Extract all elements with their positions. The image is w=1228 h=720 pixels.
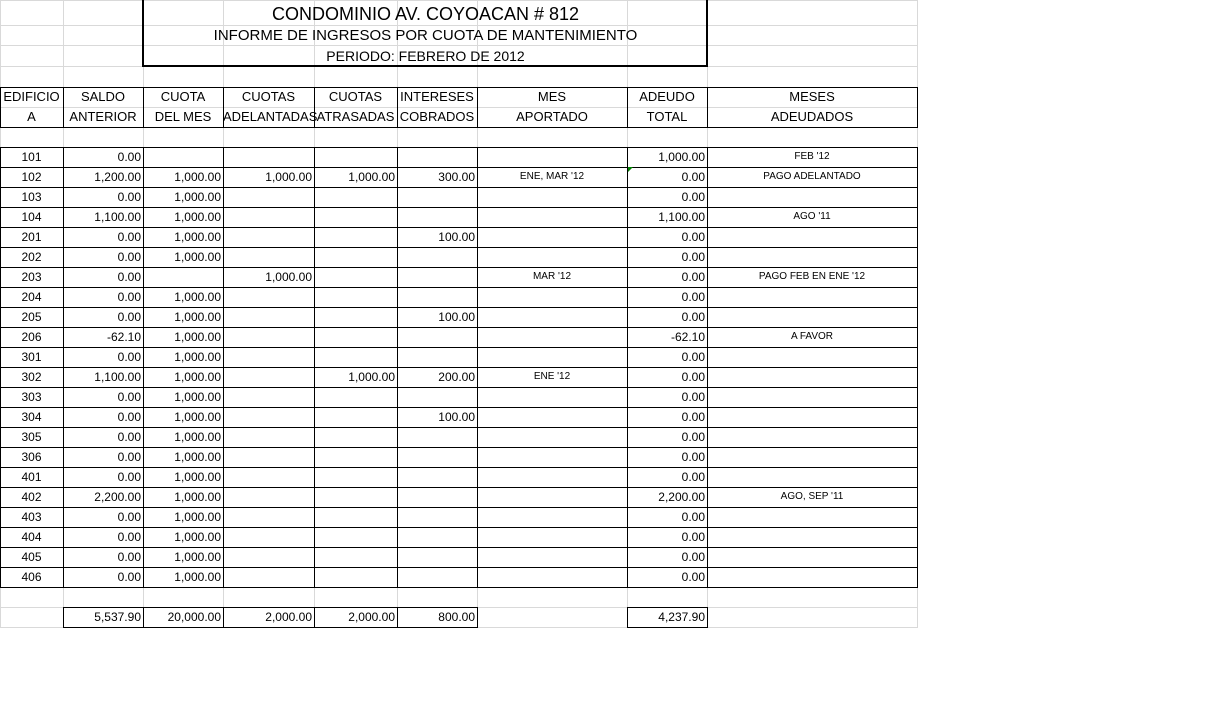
table-cell [707, 447, 917, 467]
table-cell [314, 207, 397, 227]
table-cell [223, 307, 314, 327]
table-cell: 1,100.00 [658, 210, 705, 224]
column-header: ADEUDO [639, 89, 695, 104]
table-cell [477, 187, 627, 207]
column-header: EDIFICIO [3, 89, 60, 104]
table-cell [707, 527, 917, 547]
table-cell: 302 [21, 370, 42, 384]
table-cell [477, 207, 627, 227]
table-cell [314, 147, 397, 167]
table-cell: 1,000.00 [265, 170, 312, 184]
total-cell [477, 607, 627, 627]
column-header: MES [537, 89, 567, 104]
table-cell [223, 247, 314, 267]
table-cell [477, 247, 627, 267]
table-cell: 100.00 [438, 230, 475, 244]
table-cell [223, 367, 314, 387]
table-cell [223, 347, 314, 367]
table-cell: 202 [21, 250, 42, 264]
table-cell: 0.00 [117, 430, 141, 444]
table-cell: 0.00 [681, 510, 705, 524]
table-cell: PAGO FEB EN ENE '12 [758, 271, 866, 282]
table-cell: 0.00 [117, 450, 141, 464]
table-cell [397, 387, 477, 407]
table-cell: 0.00 [117, 250, 141, 264]
table-cell [314, 447, 397, 467]
table-cell [707, 467, 917, 487]
table-cell: 1,000.00 [174, 470, 221, 484]
table-cell [707, 187, 917, 207]
table-cell: 102 [21, 170, 42, 184]
table-cell: MAR '12 [532, 271, 572, 282]
table-cell [314, 227, 397, 247]
table-cell [314, 267, 397, 287]
table-cell [314, 307, 397, 327]
table-cell [707, 367, 917, 387]
table-cell: 0.00 [681, 290, 705, 304]
table-cell: 200.00 [438, 370, 475, 384]
table-cell [314, 467, 397, 487]
table-cell [477, 487, 627, 507]
total-cell: 2,000.00 [265, 610, 312, 624]
table-cell: 406 [21, 570, 42, 584]
table-cell: 204 [21, 290, 42, 304]
table-cell [397, 467, 477, 487]
column-header: SALDO [80, 89, 126, 104]
table-cell [397, 527, 477, 547]
table-cell: 304 [21, 410, 42, 424]
table-cell [314, 507, 397, 527]
table-cell [223, 147, 314, 167]
table-cell: -62.10 [106, 330, 141, 344]
table-cell: 2,200.00 [658, 490, 705, 504]
table-cell [314, 527, 397, 547]
table-cell [477, 467, 627, 487]
cell-comment-marker [628, 167, 633, 172]
table-cell: 104 [21, 210, 42, 224]
table-cell [477, 307, 627, 327]
table-cell: 301 [21, 350, 42, 364]
table-cell: 2,200.00 [94, 490, 141, 504]
table-cell [223, 487, 314, 507]
table-cell: 1,000.00 [174, 310, 221, 324]
table-cell [477, 567, 627, 587]
table-cell: 0.00 [681, 450, 705, 464]
table-cell [314, 187, 397, 207]
table-cell [477, 507, 627, 527]
table-cell: 203 [21, 270, 42, 284]
table-cell: 0.00 [117, 530, 141, 544]
table-cell [314, 547, 397, 567]
table-cell: ENE, MAR '12 [519, 171, 585, 182]
table-cell [223, 187, 314, 207]
table-cell [707, 387, 917, 407]
table-cell [397, 247, 477, 267]
table-cell [143, 147, 223, 167]
table-cell [397, 447, 477, 467]
table-cell: 1,000.00 [174, 510, 221, 524]
table-cell [397, 547, 477, 567]
table-cell: 1,000.00 [174, 350, 221, 364]
report-period: PERIODO: FEBRERO DE 2012 [326, 48, 525, 64]
table-cell [707, 547, 917, 567]
table-cell [314, 487, 397, 507]
table-cell: 0.00 [117, 470, 141, 484]
table-cell [223, 567, 314, 587]
column-header: ADELANTADAS [223, 109, 318, 124]
table-cell [397, 567, 477, 587]
table-cell [477, 147, 627, 167]
table-cell [397, 507, 477, 527]
table-cell [223, 427, 314, 447]
table-cell: 401 [21, 470, 42, 484]
table-cell: 100.00 [438, 310, 475, 324]
table-cell [397, 427, 477, 447]
table-cell [477, 387, 627, 407]
column-header: CUOTA [160, 89, 206, 104]
table-cell [223, 327, 314, 347]
table-cell: 1,000.00 [174, 210, 221, 224]
table-cell [314, 387, 397, 407]
table-cell: 1,100.00 [94, 370, 141, 384]
table-cell [477, 427, 627, 447]
table-cell [397, 267, 477, 287]
table-cell [314, 567, 397, 587]
table-cell: FEB '12 [794, 151, 830, 162]
table-cell [223, 547, 314, 567]
table-cell: 405 [21, 550, 42, 564]
table-cell: 0.00 [117, 270, 141, 284]
table-cell: 1,000.00 [174, 570, 221, 584]
total-cell [707, 607, 917, 627]
table-cell [477, 527, 627, 547]
table-cell [477, 407, 627, 427]
table-cell: 0.00 [681, 370, 705, 384]
table-cell: 1,000.00 [174, 190, 221, 204]
table-cell [477, 287, 627, 307]
table-cell [397, 187, 477, 207]
table-cell [477, 327, 627, 347]
column-header: ATRASADAS [316, 109, 395, 124]
table-cell: 0.00 [117, 350, 141, 364]
table-cell: 0.00 [681, 310, 705, 324]
table-cell: 0.00 [681, 470, 705, 484]
table-cell: 0.00 [681, 530, 705, 544]
table-cell [314, 427, 397, 447]
column-header: ANTERIOR [69, 109, 137, 124]
table-cell [707, 247, 917, 267]
table-cell [707, 307, 917, 327]
table-cell: 103 [21, 190, 42, 204]
table-cell: 0.00 [117, 310, 141, 324]
table-cell: 1,000.00 [658, 150, 705, 164]
table-cell: 0.00 [681, 570, 705, 584]
table-cell: 0.00 [681, 190, 705, 204]
table-cell [707, 347, 917, 367]
table-cell [314, 347, 397, 367]
table-cell: 403 [21, 510, 42, 524]
table-cell: 306 [21, 450, 42, 464]
table-cell [223, 207, 314, 227]
table-cell: 1,000.00 [174, 370, 221, 384]
table-cell: 206 [21, 330, 42, 344]
table-cell: PAGO ADELANTADO [763, 171, 861, 182]
table-cell [707, 287, 917, 307]
column-header: ADEUDADOS [770, 109, 854, 124]
table-cell: 402 [21, 490, 42, 504]
table-cell: AGO '11 [793, 211, 831, 222]
table-cell: 1,000.00 [174, 230, 221, 244]
table-cell: 305 [21, 430, 42, 444]
table-cell: 1,000.00 [174, 530, 221, 544]
table-cell: 0.00 [117, 410, 141, 424]
table-cell: 1,000.00 [174, 390, 221, 404]
table-cell [223, 467, 314, 487]
table-cell [314, 287, 397, 307]
table-cell: 1,000.00 [174, 450, 221, 464]
table-cell [707, 227, 917, 247]
table-cell: 1,000.00 [174, 410, 221, 424]
table-cell [477, 227, 627, 247]
table-cell: 0.00 [117, 230, 141, 244]
column-header: DEL MES [154, 109, 212, 124]
table-cell: 0.00 [681, 230, 705, 244]
table-cell [223, 407, 314, 427]
table-cell [397, 347, 477, 367]
total-cell [0, 607, 63, 627]
table-cell: 0.00 [681, 350, 705, 364]
table-cell: 300.00 [438, 170, 475, 184]
table-cell [143, 267, 223, 287]
table-cell: 0.00 [681, 170, 705, 184]
column-header: CUOTAS [241, 89, 296, 104]
table-cell: 205 [21, 310, 42, 324]
report-title: CONDOMINIO AV. COYOACAN # 812 [271, 4, 580, 24]
table-cell [477, 547, 627, 567]
table-cell [314, 407, 397, 427]
total-cell: 5,537.90 [94, 610, 141, 624]
table-cell: 0.00 [681, 270, 705, 284]
table-cell: 404 [21, 530, 42, 544]
table-cell: 0.00 [117, 150, 141, 164]
column-header: COBRADOS [399, 109, 475, 124]
table-cell: 0.00 [117, 390, 141, 404]
column-header: MESES [789, 89, 835, 104]
table-cell [707, 427, 917, 447]
table-cell: 1,000.00 [174, 430, 221, 444]
table-cell: 303 [21, 390, 42, 404]
table-cell [314, 247, 397, 267]
table-cell: A FAVOR [790, 331, 834, 342]
table-cell [223, 287, 314, 307]
table-cell [397, 147, 477, 167]
table-cell: AGO, SEP '11 [780, 491, 844, 502]
table-cell: 101 [21, 150, 42, 164]
column-header: TOTAL [646, 109, 688, 124]
table-cell: 0.00 [117, 290, 141, 304]
table-cell [707, 507, 917, 527]
table-cell: 1,000.00 [174, 290, 221, 304]
table-cell: 1,000.00 [174, 170, 221, 184]
table-cell [397, 287, 477, 307]
column-header: INTERESES [400, 89, 474, 104]
table-cell [477, 447, 627, 467]
table-cell: 0.00 [681, 550, 705, 564]
table-cell [314, 327, 397, 347]
table-cell [477, 347, 627, 367]
table-cell [707, 567, 917, 587]
table-cell: 1,100.00 [94, 210, 141, 224]
table-cell [223, 227, 314, 247]
table-cell: 0.00 [681, 410, 705, 424]
table-cell [223, 387, 314, 407]
report-subtitle: INFORME DE INGRESOS POR CUOTA DE MANTENIMIENTO [213, 27, 638, 44]
table-cell: 0.00 [117, 510, 141, 524]
table-cell: ENE '12 [533, 371, 571, 382]
table-cell: 1,000.00 [174, 550, 221, 564]
table-cell [223, 527, 314, 547]
table-cell: 1,000.00 [174, 330, 221, 344]
table-cell: 1,000.00 [265, 270, 312, 284]
table-cell: 0.00 [117, 190, 141, 204]
table-cell: 1,000.00 [348, 170, 395, 184]
table-cell [223, 507, 314, 527]
table-cell: 0.00 [681, 430, 705, 444]
table-cell: 1,000.00 [174, 250, 221, 264]
table-cell: 100.00 [438, 410, 475, 424]
column-header: A [27, 109, 36, 124]
table-cell: 1,000.00 [174, 490, 221, 504]
table-cell [223, 447, 314, 467]
total-cell: 4,237.90 [658, 610, 705, 624]
table-cell [397, 207, 477, 227]
total-cell: 2,000.00 [348, 610, 395, 624]
table-cell [397, 327, 477, 347]
table-cell: 0.00 [117, 550, 141, 564]
table-cell: 0.00 [681, 390, 705, 404]
table-cell [397, 487, 477, 507]
table-cell: 1,200.00 [94, 170, 141, 184]
table-cell: 201 [21, 230, 42, 244]
table-cell [707, 407, 917, 427]
table-cell: -62.10 [670, 330, 705, 344]
table-cell: 1,000.00 [348, 370, 395, 384]
table-cell: 0.00 [117, 570, 141, 584]
table-cell: 0.00 [681, 250, 705, 264]
total-cell: 20,000.00 [167, 610, 221, 624]
column-header: APORTADO [516, 109, 588, 124]
column-header: CUOTAS [328, 89, 383, 104]
total-cell: 800.00 [438, 610, 475, 624]
